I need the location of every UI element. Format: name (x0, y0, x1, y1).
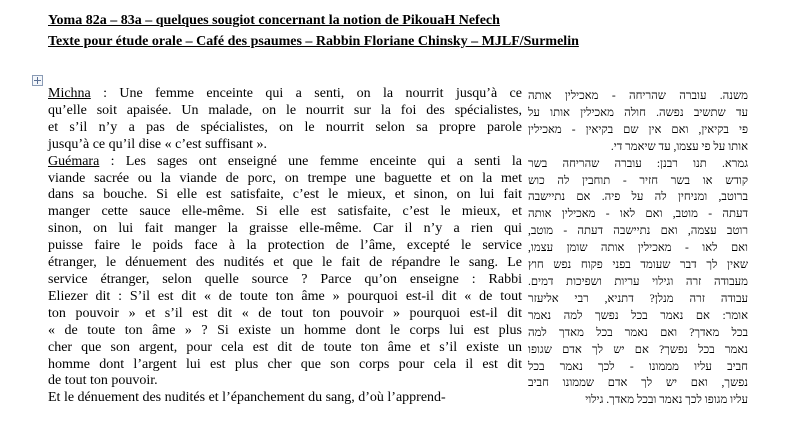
text-line: עד שתשיב נפשה. חולה מאכילין אותו על (528, 106, 748, 119)
table-move-handle-icon[interactable] (32, 75, 43, 86)
text-line: Et le dénuement des nudités et l’épanchement du sang, d’où l’apprend- (48, 390, 446, 406)
text-line: manger cette sauce elle-même. Si elle est satisfaite, c’est le mieux, et (48, 204, 522, 220)
guemara-label: Guémara (48, 153, 100, 169)
text-line: qu’elle soit apaisée. Un malade, on le nourrit sur la foi des spécialistes, (48, 102, 522, 118)
text-line: étranger, le dénuement des nudités et que le fait de répandre le sang. Le (48, 255, 522, 271)
hebrew-column (528, 88, 748, 409)
text-line: puisse faire le poids face à la protection de l’âme, excepté le service (48, 238, 522, 254)
text-line: מעבודה זרה וגילוי עריות ושפיכות דמים. (528, 275, 748, 288)
text-line: dans sa bouche. Si elle est satisfaite, c’est le mieux, et sinon, on lui fait (48, 187, 522, 203)
text-line: דעתה - מוטב, ואם לאו - מאכילין אותה (528, 208, 748, 221)
text-line: משנה. עוברה שהריחה - מאכילין אותה (528, 90, 748, 102)
michna-label: Michna (48, 86, 91, 101)
text-line: cher que son argent, pour cela est dit de toute ton âme et s’il existe un (48, 339, 522, 355)
text-line: עבודה זרה מנלן? דתניא, רבי אליעזר (528, 292, 748, 305)
text-line: homme dont l’argent lui est plus cher que son corps pour cela il est dit (48, 356, 522, 372)
text-line: גמרא. תנו רבנן: עוברה שהריחה בשר (528, 157, 748, 170)
text-line: אומר: אם נאמר בכל נפשך למה נאמר (528, 309, 748, 322)
document-header (48, 10, 748, 52)
text-line: jusqu’à ce qu’il dise « c’est suffisant ». (48, 136, 268, 152)
text-line: service étranger, selon quelle source ? Parce qu’on enseigne : Rabbi (48, 271, 522, 287)
text-line: viande sacrée ou la viande de porc, on trempe une baguette et on la met (48, 170, 522, 186)
text-line: שאין לך דבר שעומד בפני פקוח נפש חוץ (528, 259, 748, 272)
text-line: ואם לאו - מאכילין אותה שומן עצמו, (528, 242, 748, 255)
text-line: נפשך, ואם יש לך אדם שממונו חביב (528, 377, 748, 390)
french-column (48, 86, 522, 407)
text-line: de tout ton pouvoir. (48, 373, 158, 389)
text-line: et s’il n’y a pas de spécialistes, on le nourrit selon sa propre parole (48, 119, 522, 135)
text-line: Guémara : Les sages ont enseigné une femme enceinte qui a senti la (48, 153, 522, 169)
text-line: פי בקיאין, ואם אין שם בקיאין - מאכילין (528, 123, 748, 136)
text-line: חביב עליו מממונו - לכך נאמר בכל (528, 360, 748, 373)
text-line: עליו מגופו לכך נאמר ובכל מאדך. גילוי (585, 394, 748, 407)
header-title: Yoma 82a – 83a – quelques sougiot concernant la notion de PikouaH Nefech (48, 13, 500, 28)
text-line: נאמר בכל נפשך? אם יש לך אדם שגופו (528, 343, 748, 356)
text-line: קודש או בשר חזיר - תוחבין לה כוש (528, 174, 748, 187)
header-subtitle: Texte pour étude orale – Café des psaumes – Rabbin Floriane Chinsky – MJLF/Surmelin (48, 34, 579, 49)
text-line: ברוטב, ומניחין לה על פיה. אם נתיישבה (528, 191, 748, 204)
text-line: רוטב עצמה, ואם נתיישבה דעתה - מוטב, (528, 225, 748, 238)
text-line: « de toute ton âme » ? Si existe un homme dont le corps lui est plus (48, 322, 522, 338)
text-line: Michna : Une femme enceinte qui a senti, on la nourrit jusqu’à ce (48, 86, 522, 101)
text-line: בכל מאדך? ואם נאמר בכל מאדך למה (528, 326, 748, 339)
text-line: Eliezer dit : S’il est dit « de toute ton âme » pourquoi est-il dit « de tout (48, 288, 522, 304)
text-line: ton pouvoir » et s’il est dit « de tout ton pouvoir » pourquoi est-il dit (48, 305, 522, 321)
text-line: sinon, on lui fait manger la graisse elle-même. Car il n’y a rien qui (48, 221, 522, 237)
text-line: אותו על פי עצמו, עד שיאמר די. (610, 140, 748, 153)
